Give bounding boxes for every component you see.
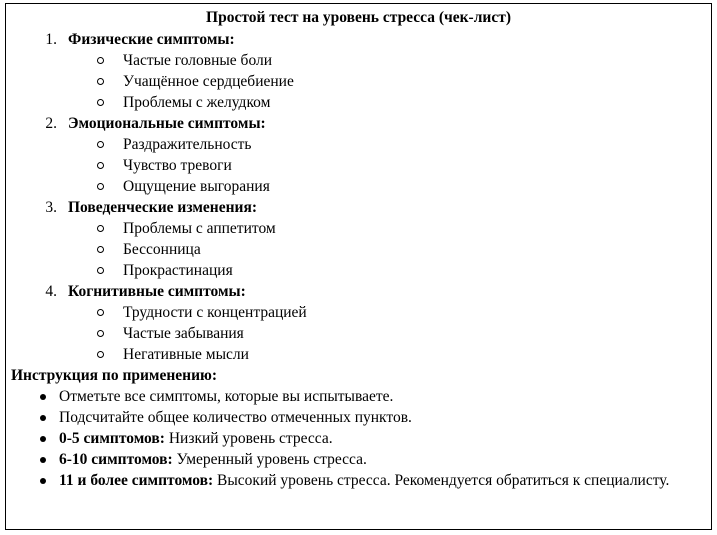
section-title: Поведенческие изменения: [68,199,258,216]
instruction-item: Отметьте все симптомы, которые вы испытываете. [59,388,394,405]
circle-bullet-icon [97,330,104,337]
bullet-dot-icon [40,436,46,442]
checklist-item: Бессонница [123,241,201,258]
section-title: Когнитивные симптомы: [68,283,246,300]
section-number: 2. [45,115,57,132]
circle-bullet-icon [97,225,104,232]
checklist-item: Проблемы с аппетитом [123,220,276,237]
bullet-dot-icon [40,415,46,421]
checklist-item: Прокрастинация [123,262,233,279]
instruction-item: Подсчитайте общее количество отмеченных пунктов. [59,409,412,426]
checklist-document [5,3,712,530]
section-title: Эмоциональные симптомы: [68,115,266,132]
score-range-label: 6-10 симптомов: [59,451,173,468]
circle-bullet-icon [97,309,104,316]
checklist-item: Учащённое сердцебиение [123,73,294,90]
circle-bullet-icon [97,246,104,253]
circle-bullet-icon [97,162,104,169]
section-title: Физические симптомы: [68,31,235,48]
circle-bullet-icon [97,99,104,106]
checklist-item: Проблемы с желудком [123,94,271,111]
checklist-item: Частые забывания [123,325,244,342]
instruction-item: 11 и более симптомов: Высокий уровень стресса. Рекомендуется обратиться к специалисту. [59,472,670,489]
checklist-item: Частые головные боли [123,52,273,69]
bullet-dot-icon [40,394,46,400]
circle-bullet-icon [97,351,104,358]
instruction-item: 6-10 симптомов: Умеренный уровень стресса. [59,451,367,468]
section-number: 1. [45,31,57,48]
instruction-item: 0-5 симптомов: Низкий уровень стресса. [59,430,333,447]
instructions-title: Инструкция по применению: [11,367,218,384]
circle-bullet-icon [97,78,104,85]
score-range-label: 11 и более симптомов: [59,472,214,489]
bullet-dot-icon [40,457,46,463]
checklist-item: Негативные мысли [123,346,249,363]
bullet-dot-icon [40,478,46,484]
circle-bullet-icon [97,141,104,148]
circle-bullet-icon [97,183,104,190]
document-title: Простой тест на уровень стресса (чек-лист) [206,9,511,26]
checklist-item: Трудности с концентрацией [123,304,307,321]
circle-bullet-icon [97,57,104,64]
checklist-item: Раздражительность [123,136,252,153]
section-number: 3. [45,199,57,216]
circle-bullet-icon [97,267,104,274]
section-number: 4. [45,283,57,300]
checklist-item: Ощущение выгорания [123,178,270,195]
checklist-item: Чувство тревоги [123,157,232,174]
score-range-label: 0-5 симптомов: [59,430,165,447]
